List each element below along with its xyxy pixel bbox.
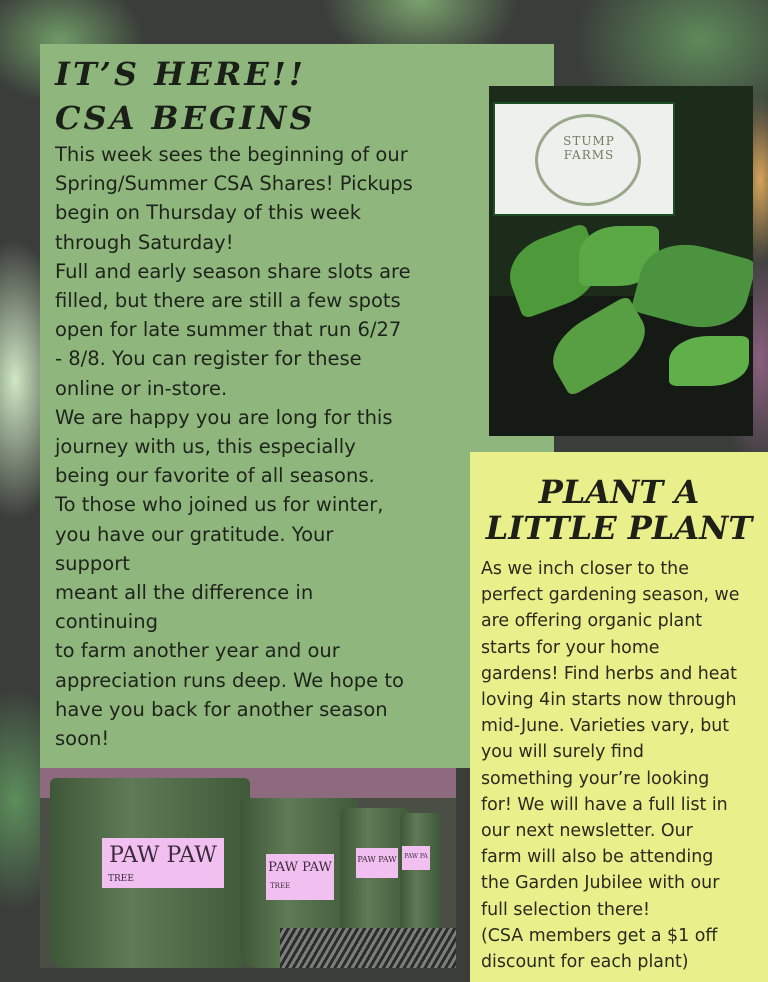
pawpaw-pots-photo (40, 768, 456, 968)
csa-heading: IT’S HERE!! CSA BEGINS (55, 55, 316, 137)
csa-body-text: This week sees the beginning of our Spring/Summer CSA Shares! Pickups begin on Thursday of this week through Saturday! Full and early season share slots are filled, but there are still a few spots open for late summer that run 6/27 - 8/8. You can register for these online or in-store. We are happy you are long for this journey with us, this especially being our favorite of all seasons. To those who joined us for winter, you have our gratitude. Your support meant all the difference in continuing to farm another year and our appreciation runs deep. We hope to have you back for another season soon! (55, 143, 413, 751)
plant-heading: PLANT A LITTLE PLANT (485, 473, 753, 547)
pot-label: PAW PAW TREE (102, 838, 224, 888)
farm-sign (493, 102, 675, 216)
pot-label: PAW PA (402, 846, 430, 870)
plant-body-text: As we inch closer to the perfect gardening season, we are offering organic plant starts for your home gardens! Find herbs and heat loving 4in starts now through mid-June. Varieties vary, but you will surely find something your’re looking for! We will have a full list in our next newsletter. Our farm will also be attending the Garden Jubilee with our full selection there! (CSA members get a $1 off discount for each plant) (481, 559, 740, 973)
pot-label: PAW PAW TREE (266, 854, 334, 900)
pot-label: PAW PAW (356, 848, 398, 878)
farm-sign-text: STUMP FARMS (563, 134, 615, 162)
seedling-photo (489, 86, 753, 436)
